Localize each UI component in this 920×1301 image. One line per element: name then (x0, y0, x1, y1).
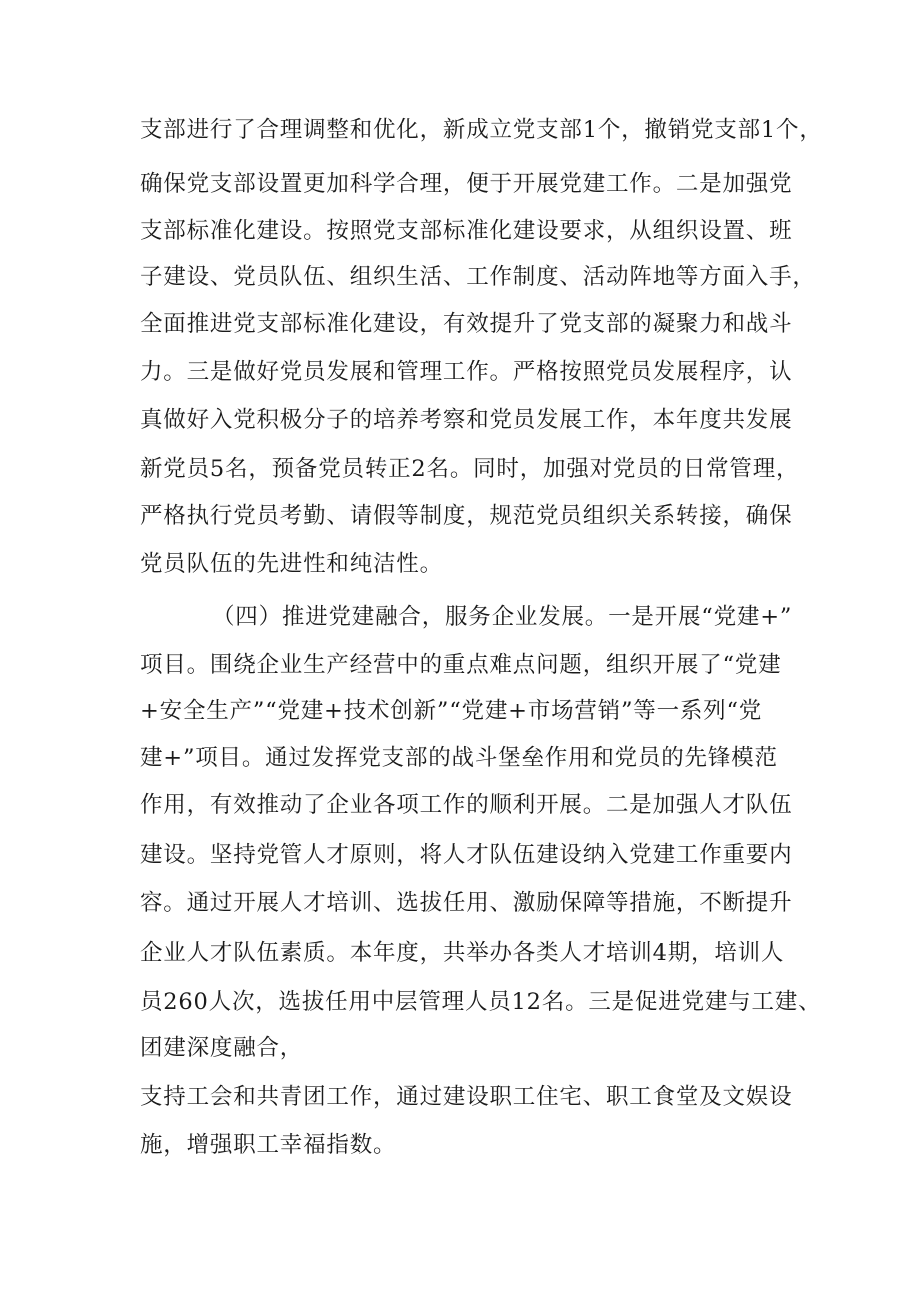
text-line: 建设。坚持党管人才原则，将人才队伍建设纳入党建工作重要内 (140, 842, 793, 868)
text-line: 支持工会和共青团工作，通过建设职工住宅、职工食堂及文娱设 (140, 1084, 793, 1110)
text-line: 力。三是做好党员发展和管理工作。严格按照党员发展程序，认 (140, 359, 793, 385)
text-line: 子建设、党员队伍、组织生活、工作制度、活动阵地等方面入手， (140, 264, 816, 290)
text-line: 作用，有效推动了企业各项工作的顺利开展。二是加强人才队伍 (140, 792, 793, 818)
text-line: 员260人次，选拔任用中层管理人员12名。三是促进党建与工建、 (140, 989, 822, 1015)
text-line: 企业人才队伍素质。本年度，共举办各类人才培训4期，培训人 (140, 940, 785, 966)
text-line: 严格执行党员考勤、请假等制度，规范党员组织关系转接，确保 (140, 503, 793, 529)
text-line: 支部进行了合理调整和优化，新成立党支部1个，撤销党支部1个， (140, 117, 823, 143)
text-line: 新党员5名，预备党员转正2名。同时，加强对党员的日常管理， (140, 456, 800, 482)
text-line: +安全生产”“党建+技术创新”“党建+市场营销”等一系列“党 (140, 698, 763, 724)
text-line: 建+”项目。通过发挥党支部的战斗堡垒作用和党员的先锋模范 (140, 745, 778, 771)
text-line: 支部标准化建设。按照党支部标准化建设要求，从组织设置、班 (140, 218, 793, 244)
text-line: 确保党支部设置更加科学合理，便于开展党建工作。二是加强党 (140, 171, 793, 197)
text-line: 全面推进党支部标准化建设，有效提升了党支部的凝聚力和战斗 (140, 311, 793, 337)
text-line: 党员队伍的先进性和纯洁性。 (140, 551, 443, 577)
text-line: 项目。围绕企业生产经营中的重点难点问题，组织开展了“党建 (140, 652, 782, 678)
text-line: 团建深度融合， (140, 1035, 304, 1061)
paragraph-heading-line: （四）推进党建融合，服务企业发展。一是开展“党建+” (212, 604, 793, 630)
text-line: 真做好入党积极分子的培养考察和党员发展工作，本年度共发展 (140, 407, 793, 433)
text-line: 施，增强职工幸福指数。 (140, 1132, 397, 1158)
text-line: 容。通过开展人才培训、选拔任用、激励保障等措施，不断提升 (140, 890, 793, 916)
